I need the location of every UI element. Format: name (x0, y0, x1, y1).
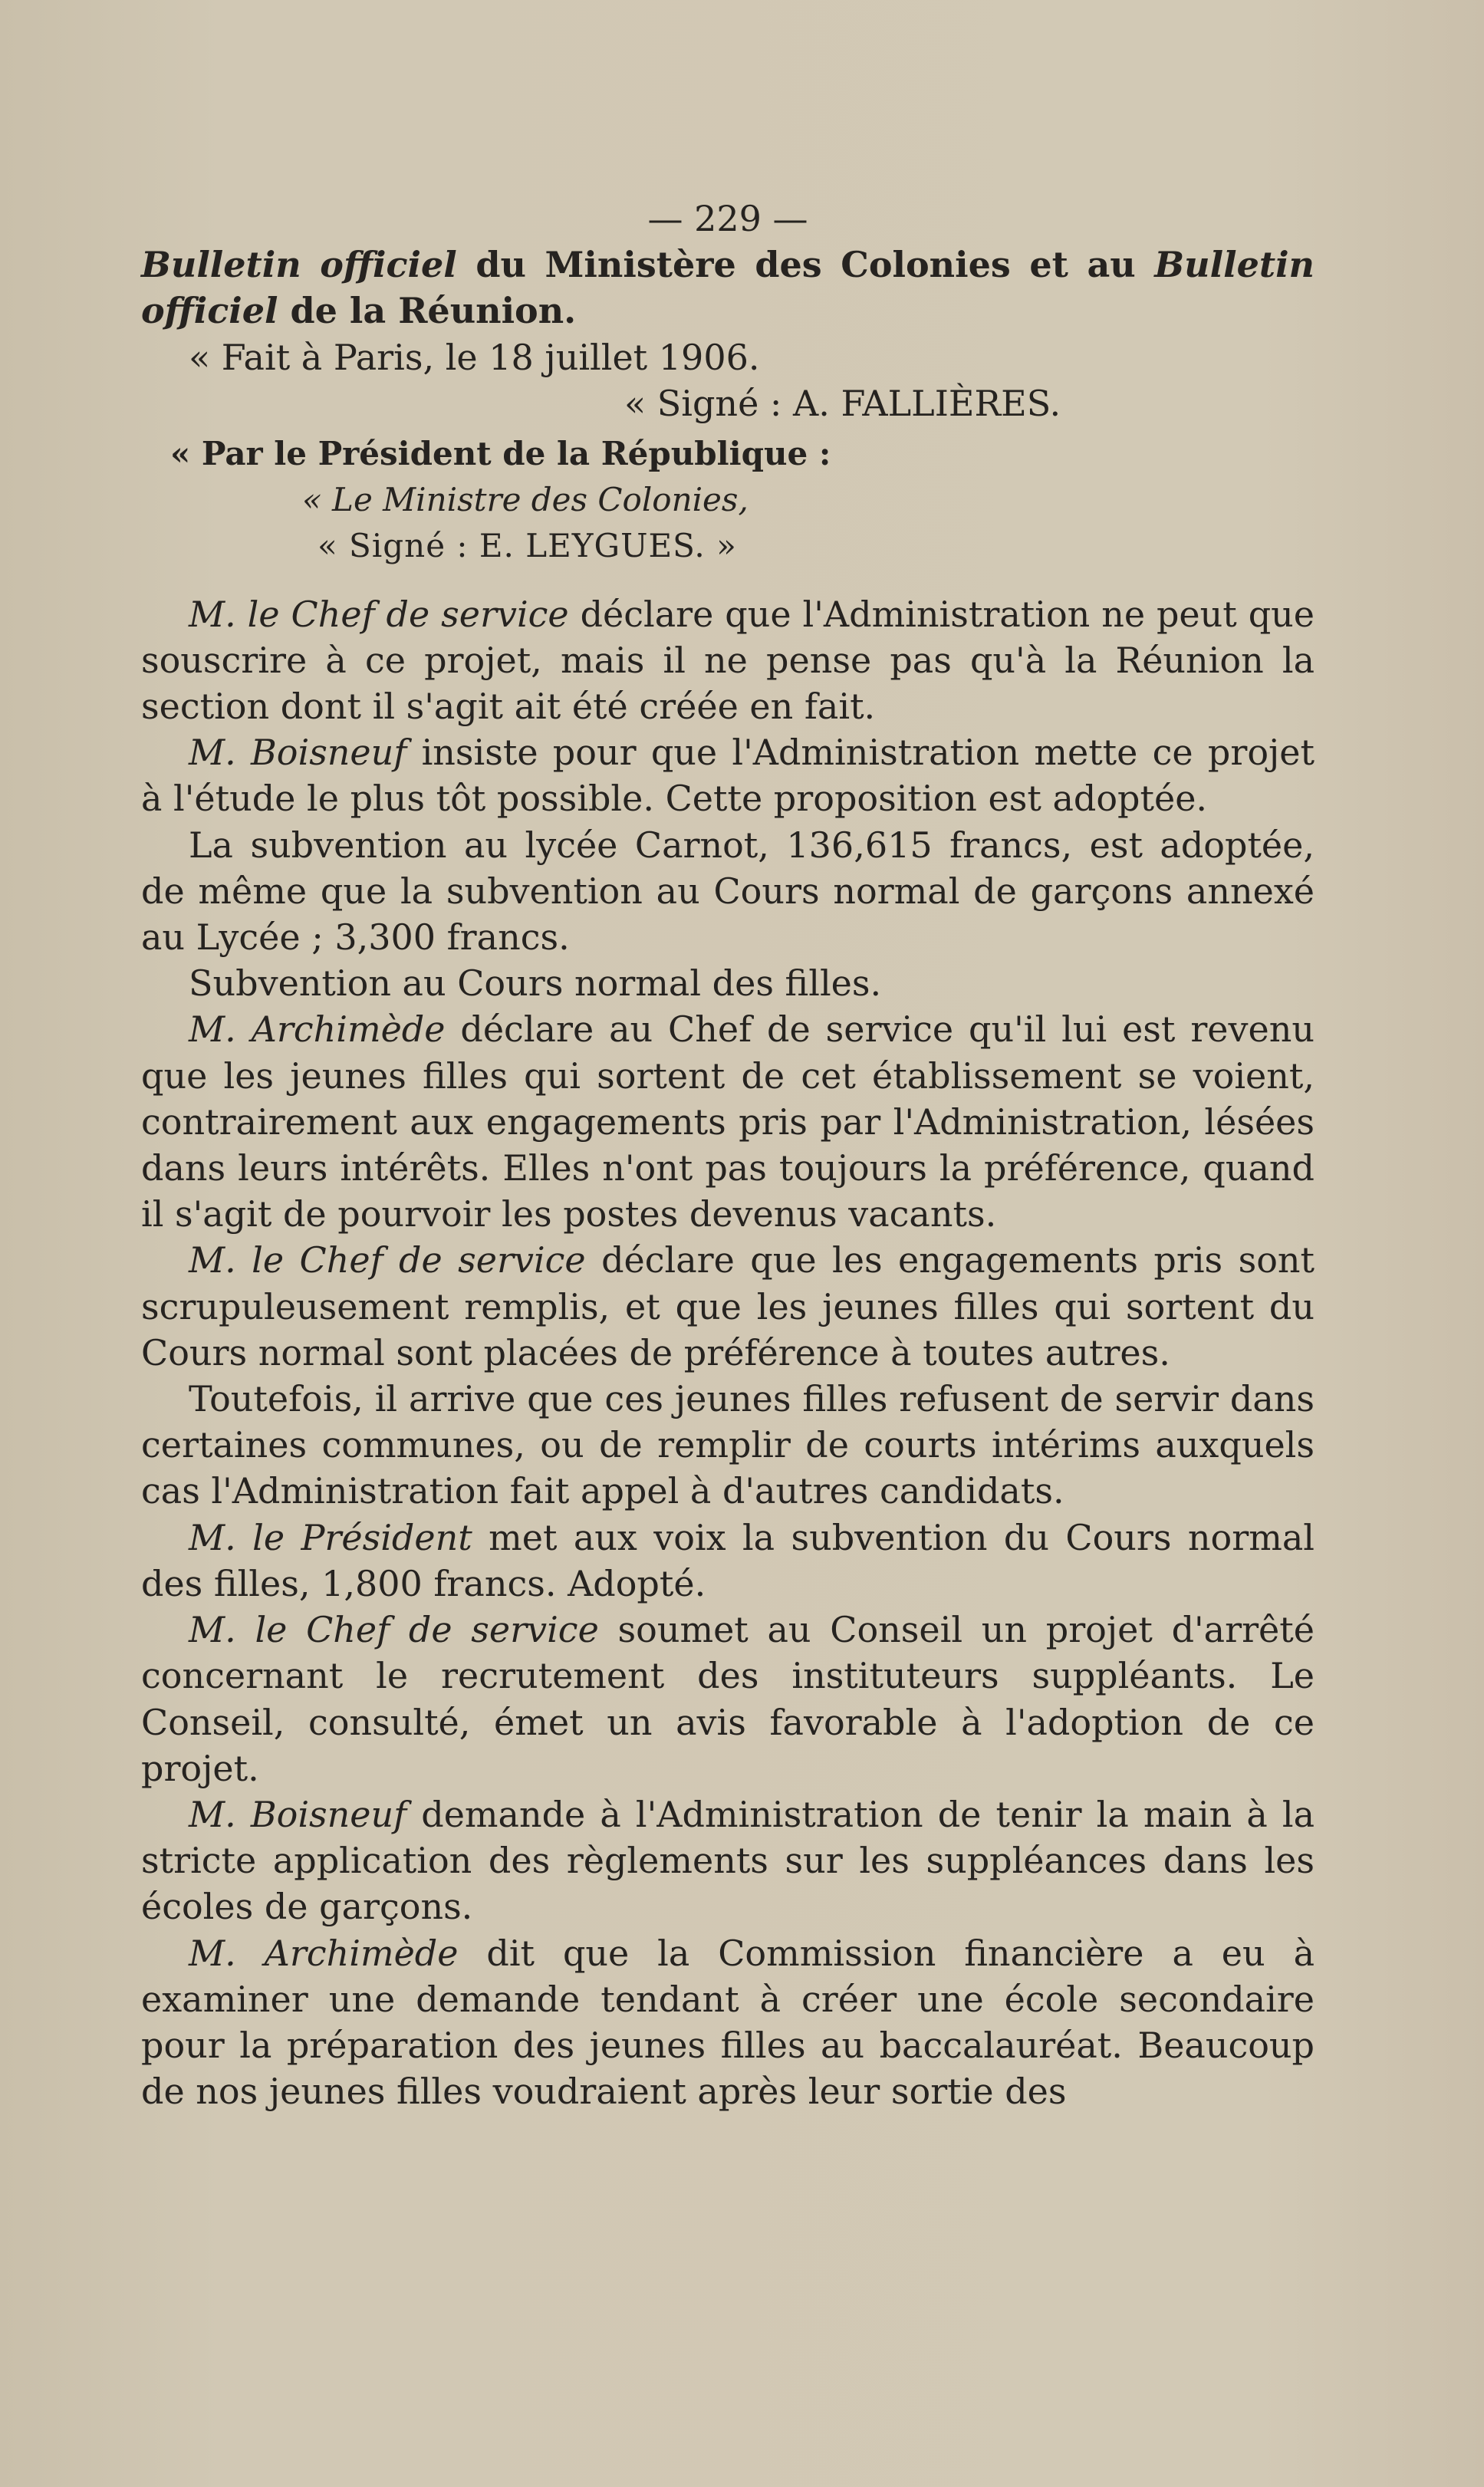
paragraph: Toutefois, il arrive que ces jeunes filles refusent de servir dans certaines communes, ou de remplir de courts intérims auxquels cas l'Administration fait appel à d'autres candidats. (141, 1378, 1315, 1512)
paragraph: La subvention au lycée Carnot, 136,615 francs, est adoptée, de même que la subvention au Cours normal de garçons annexé au Lycée ; 3,300 francs. (141, 824, 1315, 959)
decree-date: « Fait à Paris, le 18 juillet 1906. (189, 336, 760, 378)
bulletin-title: Bulletin officiel (141, 244, 457, 286)
speaker: M. Boisneuf (189, 1793, 407, 1835)
paragraph: M. Boisneuf demande à l'Administration de tenir la main à la stricte application des règlements sur les suppléances dans les écoles de garçons. (141, 1793, 1315, 1928)
speaker: M. Archimède (189, 1008, 446, 1051)
paragraph: M. le Chef de service déclare que les engagements pris sont scrupuleusement remplis, et que les jeunes filles qui sortent du Cours normal sont placées de préférence à toutes autres. (141, 1239, 1315, 1373)
speaker: M. le Chef de service (189, 593, 569, 635)
bulletin-title: Bulletin officiel (141, 244, 1315, 332)
signature-president: « Signé : A. FALLIÈRES. (624, 382, 1061, 424)
speaker: M. Archimède (189, 1932, 459, 1974)
speaker: M. le Chef de service (189, 1609, 599, 1651)
paragraph: M. le Chef de service soumet au Conseil un projet d'arrêté concernant le recrutement des instituteurs suppléants. Le Conseil, consulté, émet un avis favorable à l'adoption de ce projet. (141, 1609, 1315, 1789)
spacer (141, 570, 1315, 591)
paragraph: Subvention au Cours normal des filles. (189, 962, 882, 1005)
page-text (141, 196, 1315, 2114)
paragraph: M. Archimède dit que la Commission financière a eu à examiner une demande tendant à créer une école secondaire pour la préparation des jeunes filles au baccalauréat. Beaucoup de nos jeunes filles voudraient après leur sortie des (141, 1932, 1315, 2113)
speaker: M. le Chef de service (189, 1239, 586, 1281)
by-president: « Par le Président de la République : (170, 435, 831, 473)
minister-title: « Le Ministre des Colonies, (302, 481, 749, 519)
paragraph: M. le Président met aux voix la subvention du Cours normal des filles, 1,800 francs. Adopté. (141, 1516, 1315, 1604)
speaker: M. Boisneuf (189, 732, 407, 774)
minister-signature: « Signé : E. LEYGUES. » (318, 527, 737, 565)
speaker: M. le Président (189, 1516, 472, 1558)
paragraph: M. Archimède déclare au Chef de service qu'il lui est revenu que les jeunes filles qui sortent de cet établissement se voient, contrairement aux engagements pris par l'Administration, lésées dans leurs intérêts. Elles n'ont pas toujours la préférence, quand il s'agit de pourvoir les postes devenus vacants. (141, 1008, 1315, 1235)
paragraph: M. le Chef de service déclare que l'Administration ne peut que souscrire à ce projet, mais il ne pense pas qu'à la Réunion la section dont il s'agit ait été créée en fait. (141, 593, 1315, 728)
page-number: — 229 — (647, 198, 808, 239)
bulletin-line: Bulletin officiel du Ministère des Colonies et au Bulletin officiel de la Réunion. (141, 244, 1315, 332)
paragraph: M. Boisneuf insiste pour que l'Administration mette ce projet à l'étude le plus tôt possible. Cette proposition est adoptée. (141, 732, 1315, 820)
